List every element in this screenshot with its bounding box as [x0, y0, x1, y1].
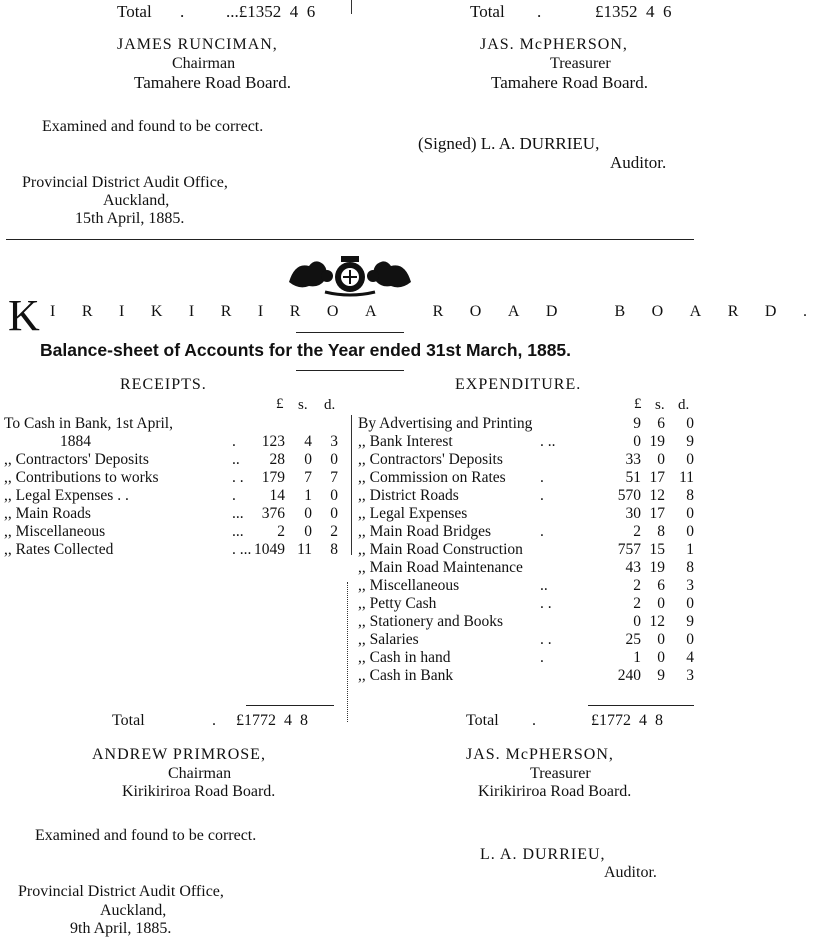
expenditure-row-shillings: 12: [649, 613, 665, 630]
expenditure-row-pence: 0: [686, 595, 694, 612]
bottom-auditor-name: L. A. DURRIEU,: [480, 846, 606, 863]
receipts-row-shillings: 0: [304, 451, 312, 468]
top-audit-city: Auckland,: [103, 192, 170, 209]
expenditure-row-shillings: 6: [657, 415, 665, 432]
expenditure-row: [0, 504, 700, 524]
expenditure-row-pence: 8: [686, 559, 694, 576]
expenditure-row-pounds: 0: [633, 433, 641, 450]
expenditure-row-shillings: 6: [657, 577, 665, 594]
expenditure-row: [0, 432, 700, 452]
expenditure-pence-header: d.: [678, 397, 690, 413]
receipts-row-pounds: 14: [269, 487, 285, 504]
expenditure-row-shillings: 15: [649, 541, 665, 558]
top-right-total-label: Total: [470, 2, 505, 21]
expenditure-row-pence: 0: [686, 415, 694, 432]
expenditure-row: [0, 468, 700, 488]
expenditure-row: [0, 414, 700, 434]
receipts-row-pence: 0: [330, 487, 338, 504]
board-title-initial: K: [8, 291, 40, 340]
receipts-row-leader: ..: [232, 451, 240, 468]
expenditure-row: [0, 594, 700, 614]
expenditure-row-leader: .: [540, 649, 544, 666]
expenditure-row-pounds: 9: [633, 415, 641, 432]
expenditure-row-pounds: 0: [633, 613, 641, 630]
expenditure-row-leader: . .: [540, 595, 552, 612]
expenditure-row-shillings: 19: [649, 559, 665, 576]
expenditure-row-pence: 1: [686, 541, 694, 558]
expenditure-row: [0, 540, 700, 560]
top-left-signatory-name: JAMES RUNCIMAN,: [117, 36, 278, 53]
receipts-row-label: 1884: [60, 433, 91, 450]
expenditure-row-pence: 8: [686, 487, 694, 504]
receipts-row-pounds: 1049: [254, 541, 285, 558]
bottom-audit-city: Auckland,: [100, 902, 167, 919]
receipts-row-label: ,, Rates Collected: [4, 541, 114, 558]
expenditure-row-label: ,, Cash in Bank: [358, 667, 454, 684]
receipts-row-label: ,, Main Roads: [4, 505, 91, 522]
receipts-row-shillings: 7: [304, 469, 312, 486]
expenditure-row: [0, 612, 700, 632]
expenditure-row-pence: 9: [686, 433, 694, 450]
expenditure-row-label: ,, District Roads: [358, 487, 459, 504]
expenditure-row-pence: 9: [686, 613, 694, 630]
expenditure-row-pence: 11: [679, 469, 694, 486]
receipts-row-leader: .: [232, 487, 236, 504]
bottom-examined-note: Examined and found to be correct.: [35, 827, 257, 844]
expenditure-row-pounds: 2: [633, 577, 641, 594]
expenditure-row-leader: .: [540, 469, 544, 486]
section-divider: [6, 239, 694, 240]
expenditure-row-shillings: 17: [649, 505, 665, 522]
expenditure-row-leader: ..: [540, 577, 548, 594]
expenditure-row: [0, 630, 700, 650]
expenditure-row-pence: 0: [686, 631, 694, 648]
bottom-audit-date: 9th April, 1885.: [70, 920, 172, 937]
bottom-right-signatory-name: JAS. McPHERSON,: [466, 746, 614, 763]
expenditure-row-leader: . .: [540, 631, 552, 648]
receipts-total-rule: [246, 705, 334, 706]
expenditure-total-rule: [588, 705, 694, 706]
receipts-pounds-header: £: [276, 396, 284, 412]
receipts-row-shillings: 1: [304, 487, 312, 504]
expenditure-row-pence: 0: [686, 505, 694, 522]
expenditure-total-dots: .: [532, 712, 536, 729]
expenditure-row-pounds: 30: [625, 505, 641, 522]
receipts-row-label: ,, Contributions to works: [4, 469, 159, 486]
expenditure-row-label: ,, Cash in hand: [358, 649, 451, 666]
bottom-right-signatory-role: Treasurer: [530, 765, 591, 782]
receipts-row-shillings: 4: [304, 433, 312, 450]
expenditure-row-shillings: 17: [649, 469, 665, 486]
receipts-row-pounds: 28: [269, 451, 285, 468]
bottom-audit-office: Provincial District Audit Office,: [18, 883, 224, 900]
top-left-total-dots: .: [180, 2, 185, 21]
expenditure-row-pounds: 33: [625, 451, 641, 468]
top-auditor-signature: (Signed) L. A. DURRIEU,: [418, 134, 600, 153]
expenditure-row-pounds: 2: [633, 595, 641, 612]
expenditure-row-pence: 4: [686, 649, 694, 666]
expenditure-row-label: ,, Salaries: [358, 631, 419, 648]
receipts-row-leader: ...: [232, 523, 244, 540]
expenditure-row-pence: 0: [686, 523, 694, 540]
top-left-signatory-role: Chairman: [172, 55, 236, 72]
expenditure-row: [0, 450, 700, 470]
receipts-row-shillings: 11: [297, 541, 312, 558]
receipts-row-label: ,, Legal Expenses . .: [4, 487, 129, 504]
expenditure-row: [0, 666, 700, 686]
top-examined-note: Examined and found to be correct.: [42, 118, 264, 135]
expenditure-row-label: ,, Main Road Bridges: [358, 523, 492, 540]
expenditure-row-shillings: 0: [657, 451, 665, 468]
expenditure-row-label: ,, Main Road Maintenance: [358, 559, 523, 576]
bottom-right-signatory-board: Kirikiriroa Road Board.: [478, 783, 632, 800]
expenditure-row-shillings: 12: [649, 487, 665, 504]
top-right-signatory-board: Tamahere Road Board.: [491, 73, 648, 92]
expenditure-row-pence: 0: [686, 451, 694, 468]
expenditure-total-label: Total: [466, 712, 499, 729]
top-left-signatory-board: Tamahere Road Board.: [134, 73, 291, 92]
expenditure-row-pounds: 43: [625, 559, 641, 576]
top-right-total-amount: £1352 4 6: [595, 2, 672, 21]
receipts-total-amount: £1772 4 8: [236, 712, 308, 729]
expenditure-title: EXPENDITURE.: [455, 376, 582, 393]
expenditure-row-label: ,, Legal Expenses: [358, 505, 468, 522]
bottom-left-signatory-name: ANDREW PRIMROSE,: [92, 746, 266, 763]
expenditure-row-label: ,, Main Road Construction: [358, 541, 523, 558]
expenditure-row-label: ,, Petty Cash: [358, 595, 437, 612]
expenditure-row-label: ,, Contractors' Deposits: [358, 451, 503, 468]
expenditure-row-pounds: 240: [617, 667, 641, 684]
receipts-row-shillings: 0: [304, 505, 312, 522]
expenditure-row-pounds: 25: [625, 631, 641, 648]
expenditure-row-pounds: 757: [617, 541, 641, 558]
board-title: IRIKIRIROA ROAD BOARD.: [50, 303, 833, 320]
receipts-pence-header: d.: [324, 397, 336, 413]
receipts-total-dots: .: [212, 712, 216, 729]
bottom-left-signatory-board: Kirikiriroa Road Board.: [122, 783, 276, 800]
balance-sheet-subtitle: Balance-sheet of Accounts for the Year ended 31st March, 1885.: [40, 340, 572, 360]
receipts-row-pounds: 179: [261, 469, 285, 486]
expenditure-row-pounds: 2: [633, 523, 641, 540]
coat-of-arms-emblem: [285, 252, 415, 298]
expenditure-row-shillings: 9: [657, 667, 665, 684]
expenditure-row-pounds: 51: [625, 469, 641, 486]
receipts-row-label: To Cash in Bank, 1st April,: [4, 415, 173, 432]
receipts-row-shillings: 0: [304, 523, 312, 540]
expenditure-row: [0, 486, 700, 506]
expenditure-shillings-header: s.: [655, 397, 665, 413]
expenditure-row-label: By Advertising and Printing: [358, 415, 533, 432]
expenditure-row-label: ,, Bank Interest: [358, 433, 453, 450]
receipts-row-pence: 0: [330, 451, 338, 468]
top-right-signatory-role: Treasurer: [550, 55, 611, 72]
receipts-row-label: ,, Miscellaneous: [4, 523, 106, 540]
receipts-row-pence: 7: [330, 469, 338, 486]
receipts-row-leader: .: [232, 433, 236, 450]
receipts-row-leader: . ...: [232, 541, 252, 558]
receipts-title: RECEIPTS.: [120, 376, 207, 393]
expenditure-row-pence: 3: [686, 577, 694, 594]
top-audit-office: Provincial District Audit Office,: [22, 174, 228, 191]
expenditure-row-pounds: 570: [617, 487, 641, 504]
receipts-row-leader: . .: [232, 469, 244, 486]
expenditure-row-shillings: 0: [657, 631, 665, 648]
title-underline: [296, 332, 404, 333]
expenditure-row-shillings: 0: [657, 649, 665, 666]
top-auditor-role: Auditor.: [610, 153, 667, 172]
receipts-row-pence: 2: [330, 523, 338, 540]
top-left-total-label: Total: [117, 2, 152, 21]
expenditure-row-shillings: 0: [657, 595, 665, 612]
expenditure-total-amount: £1772 4 8: [591, 712, 663, 729]
receipts-row-label: ,, Contractors' Deposits: [4, 451, 149, 468]
receipts-total-label: Total: [112, 712, 145, 729]
receipts-shillings-header: s.: [298, 397, 308, 413]
top-audit-date: 15th April, 1885.: [75, 210, 185, 227]
expenditure-row-label: ,, Miscellaneous: [358, 577, 460, 594]
expenditure-row-pounds: 1: [633, 649, 641, 666]
expenditure-pounds-header: £: [634, 396, 642, 412]
expenditure-row-label: ,, Commission on Rates: [358, 469, 506, 486]
receipts-row-pence: 0: [330, 505, 338, 522]
expenditure-row: [0, 558, 700, 578]
expenditure-row-leader: .: [540, 523, 544, 540]
expenditure-row-leader: . ..: [540, 433, 556, 450]
bottom-left-signatory-role: Chairman: [168, 765, 232, 782]
expenditure-row: [0, 576, 700, 596]
top-left-total-amount: ...£1352 4 6: [226, 2, 316, 21]
expenditure-row: [0, 648, 700, 668]
receipts-row-pence: 8: [330, 541, 338, 558]
expenditure-row-shillings: 19: [649, 433, 665, 450]
expenditure-row-pence: 3: [686, 667, 694, 684]
top-right-signatory-name: JAS. McPHERSON,: [480, 36, 628, 53]
subtitle-underline: [296, 370, 404, 371]
receipts-row-pounds: 376: [261, 505, 285, 522]
expenditure-row: [0, 522, 700, 542]
receipts-row-pounds: 123: [261, 433, 285, 450]
column-rule: [351, 0, 352, 14]
bottom-auditor-role: Auditor.: [604, 864, 657, 881]
receipts-row-leader: ...: [232, 505, 244, 522]
receipts-row-pounds: 2: [277, 523, 285, 540]
expenditure-row-shillings: 8: [657, 523, 665, 540]
receipts-row-pence: 3: [330, 433, 338, 450]
top-right-total-dots: .: [537, 2, 542, 21]
expenditure-row-leader: .: [540, 487, 544, 504]
expenditure-row-label: ,, Stationery and Books: [358, 613, 504, 630]
